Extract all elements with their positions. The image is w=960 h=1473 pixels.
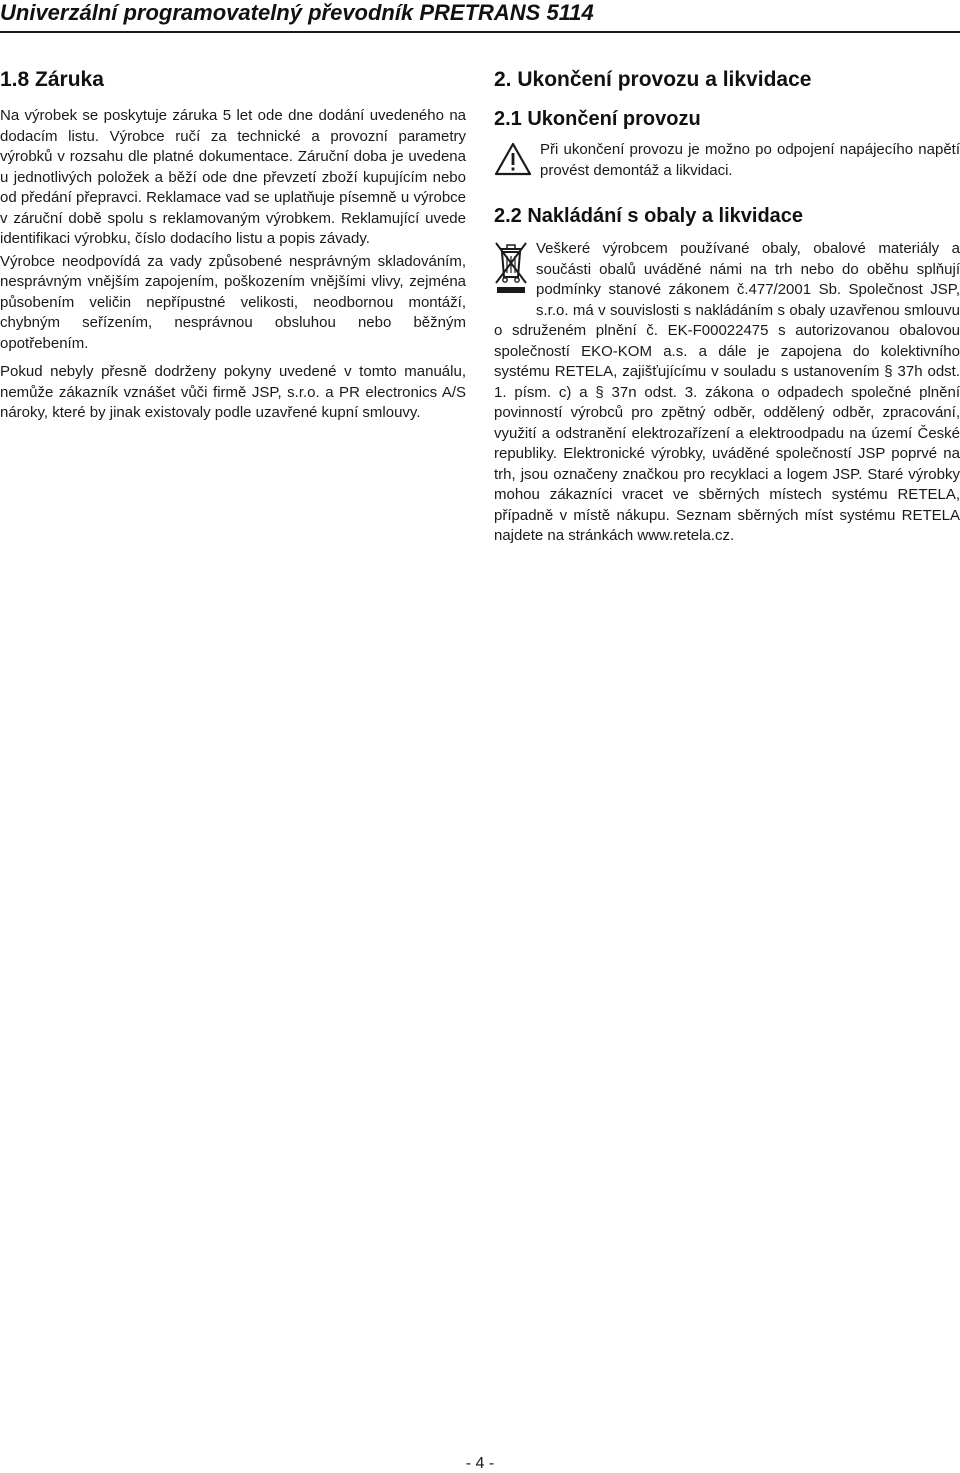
section-heading-decommission: 2. Ukončení provozu a likvidace xyxy=(494,68,812,91)
bin-icon-wrapper xyxy=(494,239,536,301)
end-of-operation-notice xyxy=(494,140,960,181)
subsection-heading-packaging: 2.2 Nakládání s obaly a likvidace xyxy=(494,205,804,227)
header-rule xyxy=(0,31,960,33)
warranty-paragraph-3: Pokud nebyly přesně dodrženy pokyny uvedené v tomto manuálu, nemůže zákazník vznášet vůči firmě JSP, s.r.o. a PR electronics A/S nároky, které by jinak existovaly podle uzavřené kupní smlouvy. xyxy=(0,363,466,421)
subsection-heading-end-of-operation: 2.1 Ukončení provozu xyxy=(494,108,701,130)
warning-triangle-icon xyxy=(494,142,532,176)
spacer xyxy=(0,354,466,362)
packaging-text: Veškeré výrobcem používané obaly, obalové materiály a součásti obalů uváděné námi na trh nebo do oběhu splňují podmínky stanové zákonem č.477/2001 Sb. Společnost JSP, s.r.o. má v souvislosti s nakládáním s obaly uzavřenou smlouvu o sdruženém plnění č. EK-F00022475 s autorizovanou obalovou společností EKO-KOM a.s. a dále je zapojena do kolektivního systému RETELA, zajišťujícímu v souladu s ustanovením § 37h odst. 1. písm. c) a § 37n odst. 3. zákona o odpadech společné plnění povinností výrobců pro zpětný odběr, oddělený odběr, zpracování, využití a odstranění elektrozařízení a elektroodpadu na území České republiky. Elektronické výrobky, uváděné společností JSP poprvé na trh, jsou označeny značkou pro recyklaci a logem JSP. Staré výrobky mohou zákazníci vracet ve sběrných místech systému RETELA, případně v místě nákupu. Seznam sběrných míst systému RETELA najdete na stránkách www.retela.cz. xyxy=(494,240,960,544)
spacer xyxy=(494,181,960,203)
end-of-operation-text: Při ukončení provozu je možno po odpojení napájecího napětí provést demontáž a likvidaci. xyxy=(540,141,960,179)
page-header xyxy=(0,0,960,34)
page-number: - 4 - xyxy=(465,1455,495,1472)
warranty-paragraph-2: Výrobce neodpovídá za vady způsobené nesprávným skladováním, nesprávným vnějším zapojením, poškozením vnějšími vlivy, zejména působením veličin nepřípustné velikosti, neodbornou montáží, chybným seřízením, nesprávnou obsluhou nebo běžným opotřebením. xyxy=(0,252,466,352)
section-heading-warranty: 1.8 Záruka xyxy=(0,68,104,91)
right-column xyxy=(494,66,960,547)
packaging-block xyxy=(494,239,960,547)
left-column xyxy=(0,66,466,424)
crossed-bin-icon xyxy=(494,241,528,295)
warranty-paragraph-1: Na výrobek se poskytuje záruka 5 let ode dne dodání uvedeného na dodacím listu. Výrobce ručí za technické a provozní parametry výrobků v rozsahu dle platné dokumentace. Záruční doba je uvedena u jednotlivých položek a běží ode dne převzetí zboží kupujícím nebo od předání přepravci. Reklamace vad se uplatňuje písemně u výrobce v záruční době spolu s reklamovaným výrobkem. Reklamující uvede identifikaci výrobku, číslo dodacího listu a popis závady. xyxy=(0,107,466,247)
document-title: Univerzální programovatelný převodník PRETRANS 5114 xyxy=(0,0,594,25)
